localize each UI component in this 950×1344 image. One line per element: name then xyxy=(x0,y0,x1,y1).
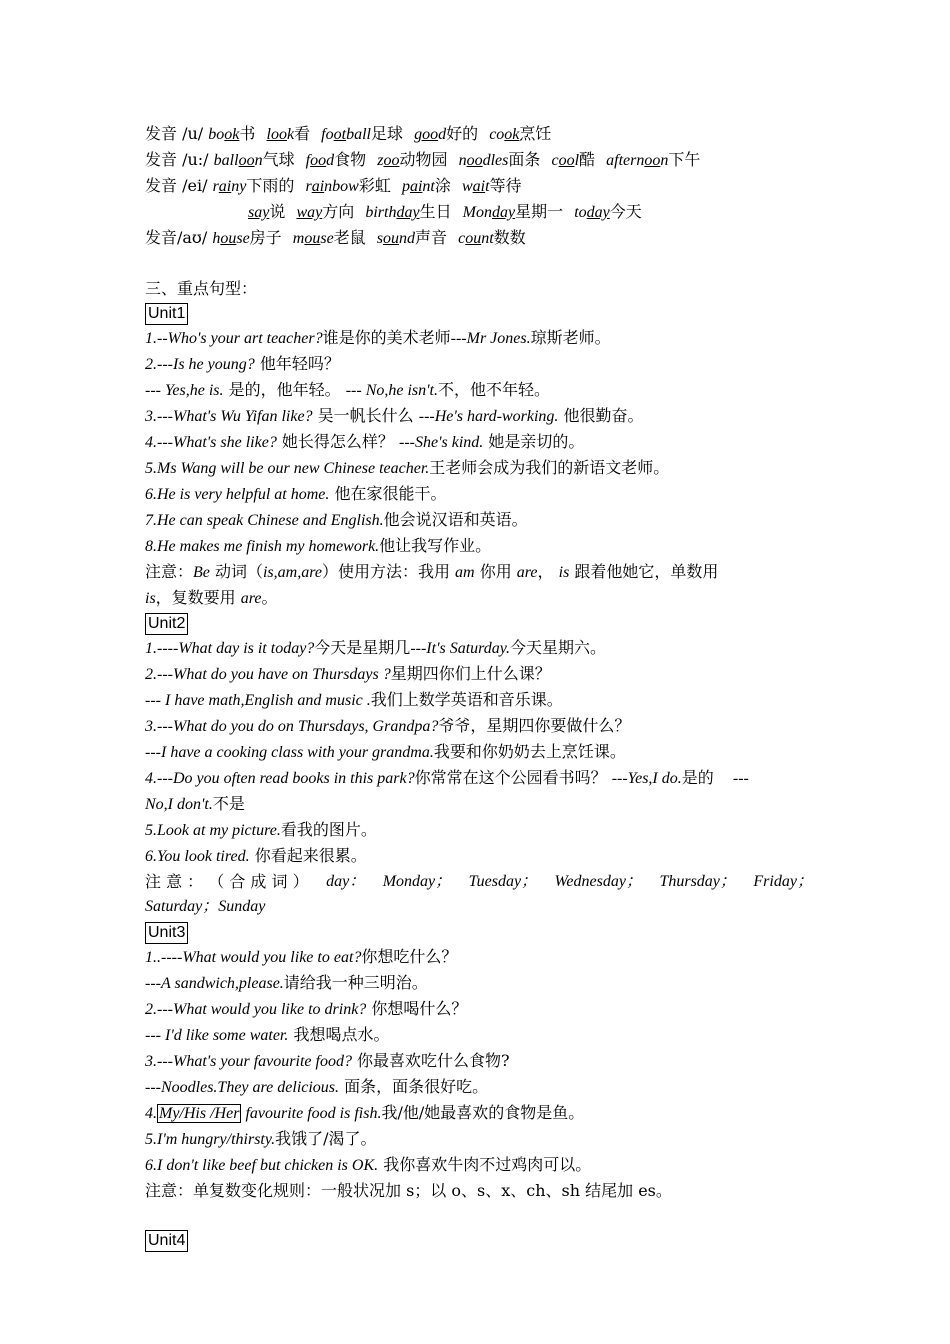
sentence: ---Noodles.They are delicious. 面条，面条很好吃。 xyxy=(145,1076,489,1096)
sentence: ---I have a cooking class with your grandma.我要和你奶奶去上烹饪课。 xyxy=(145,742,626,762)
sentence: 6.He is very helpful at home. 他在家很能干。 xyxy=(145,483,447,503)
note: is，复数要用 are。 xyxy=(145,587,278,607)
pron-word: look看 xyxy=(266,124,311,143)
sentence: 3.---What's your favourite food? 你最喜欢吃什么食物? xyxy=(145,1051,510,1070)
pron-word: sound声音 xyxy=(376,227,448,247)
sentence: 5.I'm hungry/thirsty.我饿了/渴了。 xyxy=(145,1128,377,1148)
pron-word: way方向 xyxy=(296,201,355,221)
sentence: 5.Look at my picture.看我的图片。 xyxy=(145,819,377,839)
pron-word: afternoon下午 xyxy=(606,149,701,169)
section-title: 三、重点句型： xyxy=(145,278,258,298)
pron-word: today今天 xyxy=(574,201,642,221)
pron-word: rainy下雨的 xyxy=(212,175,295,195)
sentence: 3.---What do you do on Thursdays, Grandpa?爷爷，星期四你要做什么？ xyxy=(145,716,631,736)
pron-word: birthday生日 xyxy=(365,201,452,221)
pron-words xyxy=(212,228,531,247)
pron-word: good好的 xyxy=(414,124,479,143)
pron-ei-line-2 xyxy=(145,200,813,226)
pron-word: rainbow彩虹 xyxy=(305,175,391,195)
pron-label: 发音 /ei/ xyxy=(145,175,208,195)
document-page xyxy=(145,122,813,1253)
sentence: ---A sandwich,please.请给我一种三明治。 xyxy=(145,973,428,993)
pron-word: book书 xyxy=(208,124,256,143)
unit-heading: Unit2 xyxy=(145,613,188,635)
sentence: 2.---What would you like to drink? 你想喝什么？ xyxy=(145,999,468,1019)
pron-word: food食物 xyxy=(305,149,367,169)
pron-word: say说 xyxy=(248,201,286,221)
pron-u-short-line xyxy=(145,122,813,148)
pron-label: 发音 /u:/ xyxy=(145,149,209,169)
sentence: 5.Ms Wang will be our new Chinese teacher.王老师会成为我们的新语文老师。 xyxy=(145,457,670,477)
sentence: 4. My/His /Her favourite food is fish.我/他/她最喜欢的食物是鱼。 xyxy=(145,1102,585,1122)
sentence: 8.He makes me finish my homework.他让我写作业。 xyxy=(145,535,492,555)
pron-words xyxy=(213,176,528,195)
pron-label: 发音 /u/ xyxy=(145,124,204,143)
note: Saturday；Sunday xyxy=(145,898,266,916)
pron-word: wait等待 xyxy=(461,175,522,195)
unit-heading: Unit3 xyxy=(145,922,188,944)
boxed-pronouns: My/His /Her xyxy=(159,1104,240,1122)
pron-word: house房子 xyxy=(212,227,282,247)
pron-ei-line xyxy=(145,174,813,200)
sentence: 6.You look tired. 你看起来很累。 xyxy=(145,845,367,865)
pron-au-line xyxy=(145,226,813,252)
pron-word: zoo动物园 xyxy=(377,149,448,169)
pron-u-long-line xyxy=(145,148,813,174)
pron-words xyxy=(208,124,557,143)
pron-word: cook烹饪 xyxy=(489,124,552,143)
note: 注意：单复数变化规则：一般状况加 s；以 o、s、x、ch、sh 结尾加 es。 xyxy=(145,1180,672,1200)
sentence: 7.He can speak Chinese and English.他会说汉语和英语。 xyxy=(145,509,528,529)
pron-word: Monday星期一 xyxy=(462,201,564,221)
pron-word: count数数 xyxy=(458,227,526,247)
note: 注 意 ： （ 合 成 词 ） day： Monday； Tuesday； Wednesday； Thursday； Friday； xyxy=(145,871,813,891)
sentence: 1.----What day is it today?今天是星期几---It's Saturday.今天星期六。 xyxy=(145,638,607,658)
pron-word: cool酷 xyxy=(551,149,596,169)
pron-words xyxy=(214,150,707,169)
sentence: 4.---Do you often read books in this park?你常常在这个公园看书吗？ ---Yes,I do.是的 --- xyxy=(145,767,749,787)
sentence: 1..----What would you like to eat?你想吃什么？ xyxy=(145,947,458,967)
unit-heading: Unit4 xyxy=(145,1230,188,1252)
sentence: 4.---What's she like? 她长得怎么样？ ---She's kind. 她是亲切的。 xyxy=(145,432,585,452)
pron-word: noodles面条 xyxy=(458,149,541,169)
pron-label: 发音/aʊ/ xyxy=(145,227,208,247)
sentence: 1.--Who's your art teacher?谁是你的美术老师---Mr Jones.琼斯老师。 xyxy=(145,328,611,348)
note: 注意：Be 动词（is,am,are）使用方法：我用 am 你用 are， is 跟着他她它，单数用 xyxy=(145,561,719,581)
pron-word: paint涂 xyxy=(401,175,451,195)
pron-word: mouse老鼠 xyxy=(292,227,366,247)
sentence: --- I'd like some water. 我想喝点水。 xyxy=(145,1025,390,1045)
sentence: --- I have math,English and music .我们上数学英语和音乐课。 xyxy=(145,690,563,710)
sentence: --- Yes,he is. 是的，他年轻。 --- No,he isn't.不，他不年轻。 xyxy=(145,380,551,400)
sentence: 2.---Is he young? 他年轻吗？ xyxy=(145,354,340,374)
sentence: 3.---What's Wu Yifan like? 吴一帆长什么 ---He's hard-working. 他很勤奋。 xyxy=(145,406,644,426)
sentence: No,I don't.不是 xyxy=(145,793,245,813)
pron-word: football足球 xyxy=(321,124,403,143)
pron-words xyxy=(248,202,648,221)
sentence: 2.---What do you have on Thursdays ?星期四你们上什么课？ xyxy=(145,664,551,684)
sentence: 6.I don't like beef but chicken is OK. 我你喜欢牛肉不过鸡肉可以。 xyxy=(145,1154,592,1174)
pron-word: balloon气球 xyxy=(213,149,295,169)
unit-heading: Unit1 xyxy=(145,303,188,325)
